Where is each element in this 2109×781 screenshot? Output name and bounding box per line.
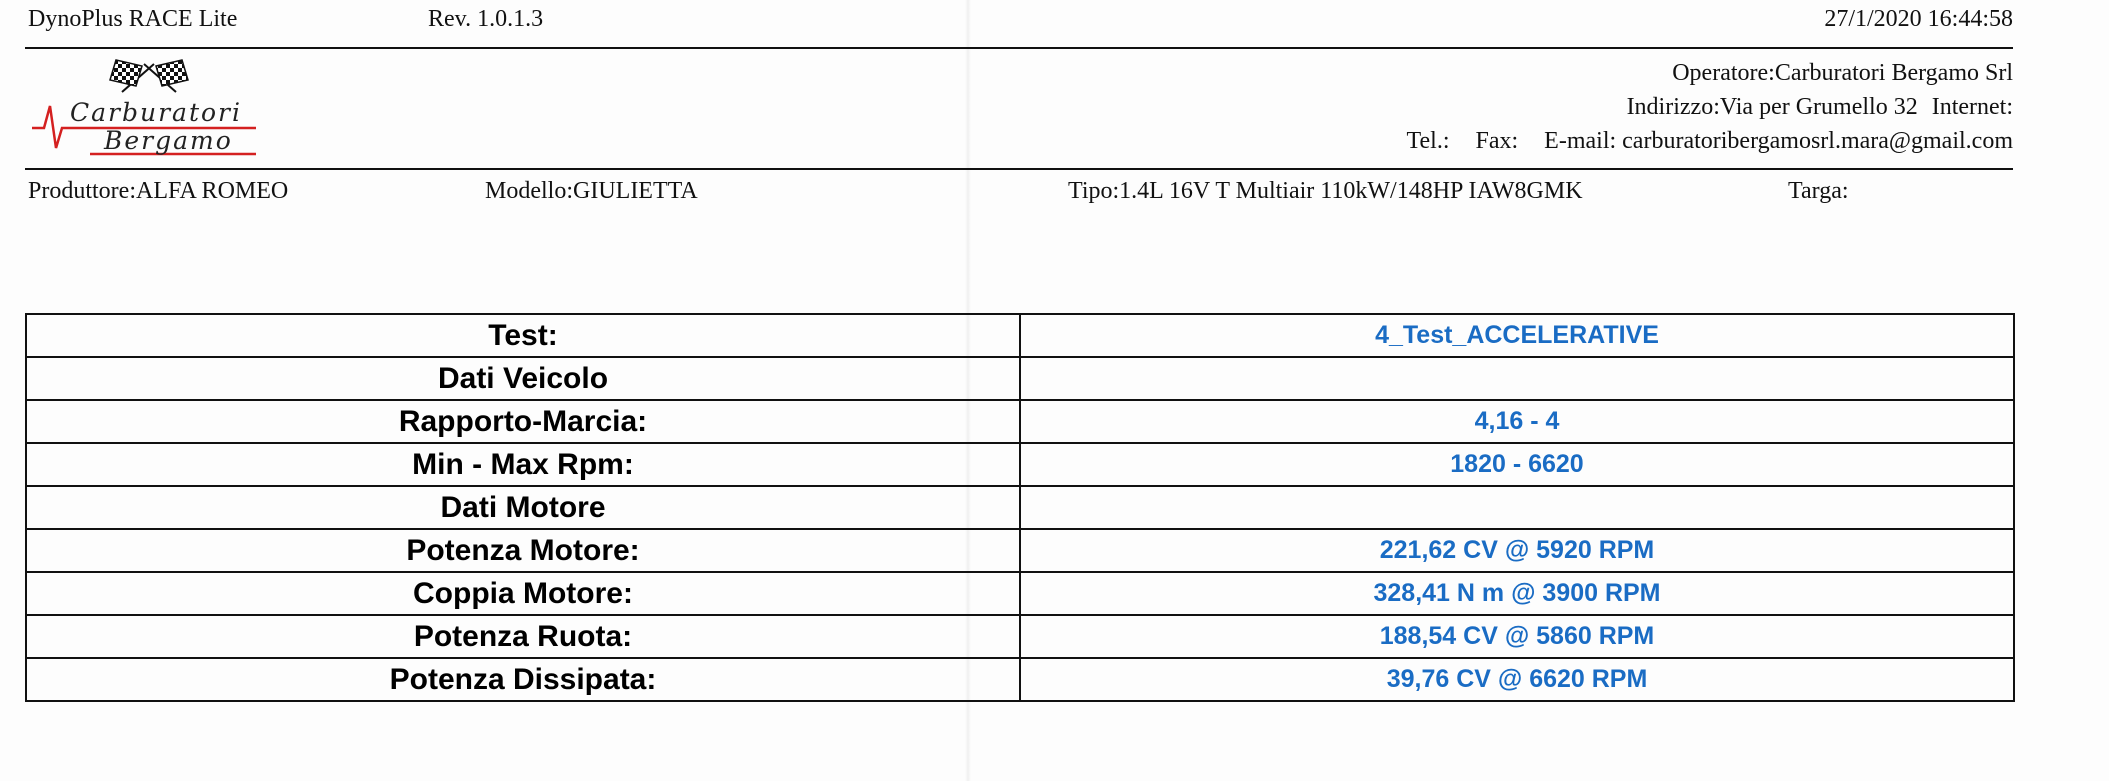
row-value: 4,16 - 4 bbox=[1020, 400, 2014, 443]
row-label: Coppia Motore: bbox=[26, 572, 1020, 615]
dyno-results-table bbox=[25, 313, 2015, 702]
operator: Operatore:Carburatori Bergamo Srl bbox=[1672, 60, 2013, 86]
address: Indirizzo:Via per Grumello 32 bbox=[1626, 94, 1918, 120]
table-row bbox=[26, 529, 2014, 572]
row-value: 188,54 CV @ 5860 RPM bbox=[1020, 615, 2014, 658]
table-row bbox=[26, 357, 2014, 400]
contact-line bbox=[1407, 124, 2013, 158]
row-label: Potenza Motore: bbox=[26, 529, 1020, 572]
row-label: Test: bbox=[26, 314, 1020, 357]
model: Modello:GIULIETTA bbox=[485, 178, 698, 204]
row-value: 39,76 CV @ 6620 RPM bbox=[1020, 658, 2014, 701]
logo-text-line1: Carburatori bbox=[70, 98, 242, 127]
internet: Internet: bbox=[1931, 94, 2013, 120]
row-label: Dati Motore bbox=[26, 486, 1020, 529]
table-row bbox=[26, 443, 2014, 486]
producer: Produttore:ALFA ROMEO bbox=[28, 178, 289, 204]
row-value: 1820 - 6620 bbox=[1020, 443, 2014, 486]
tel: Tel.: bbox=[1406, 128, 1450, 154]
table-row bbox=[26, 615, 2014, 658]
row-value: 4_Test_ACCELERATIVE bbox=[1020, 314, 2014, 357]
table-row bbox=[26, 572, 2014, 615]
table-row bbox=[26, 658, 2014, 701]
row-label: Potenza Dissipata: bbox=[26, 658, 1020, 701]
email: E-mail: carburatoribergamosrl.mara@gmail.com bbox=[1544, 128, 2013, 154]
table-row bbox=[26, 400, 2014, 443]
fax: Fax: bbox=[1475, 128, 1519, 154]
row-value: 328,41 N m @ 3900 RPM bbox=[1020, 572, 2014, 615]
engine-type: Tipo:1.4L 16V T Multiair 110kW/148HP IAW8GMK bbox=[1068, 178, 1583, 204]
table-row bbox=[26, 314, 2014, 357]
row-value bbox=[1020, 357, 2014, 400]
company-info bbox=[1407, 56, 2013, 158]
address-line bbox=[1407, 90, 2013, 124]
row-label: Rapporto-Marcia: bbox=[26, 400, 1020, 443]
table-row bbox=[26, 486, 2014, 529]
row-label: Potenza Ruota: bbox=[26, 615, 1020, 658]
app-name: DynoPlus RACE Lite bbox=[28, 6, 238, 32]
logo-text-line2: Bergamo bbox=[104, 126, 233, 155]
plate: Targa: bbox=[1788, 178, 1849, 204]
company-logo bbox=[30, 56, 260, 160]
row-value bbox=[1020, 486, 2014, 529]
row-value: 221,62 CV @ 5920 RPM bbox=[1020, 529, 2014, 572]
report-datetime: 27/1/2020 16:44:58 bbox=[1824, 6, 2013, 32]
row-label: Dati Veicolo bbox=[26, 357, 1020, 400]
company-divider bbox=[25, 168, 2013, 170]
row-label: Min - Max Rpm: bbox=[26, 443, 1020, 486]
revision: Rev. 1.0.1.3 bbox=[428, 6, 544, 32]
header-divider bbox=[25, 47, 2013, 49]
